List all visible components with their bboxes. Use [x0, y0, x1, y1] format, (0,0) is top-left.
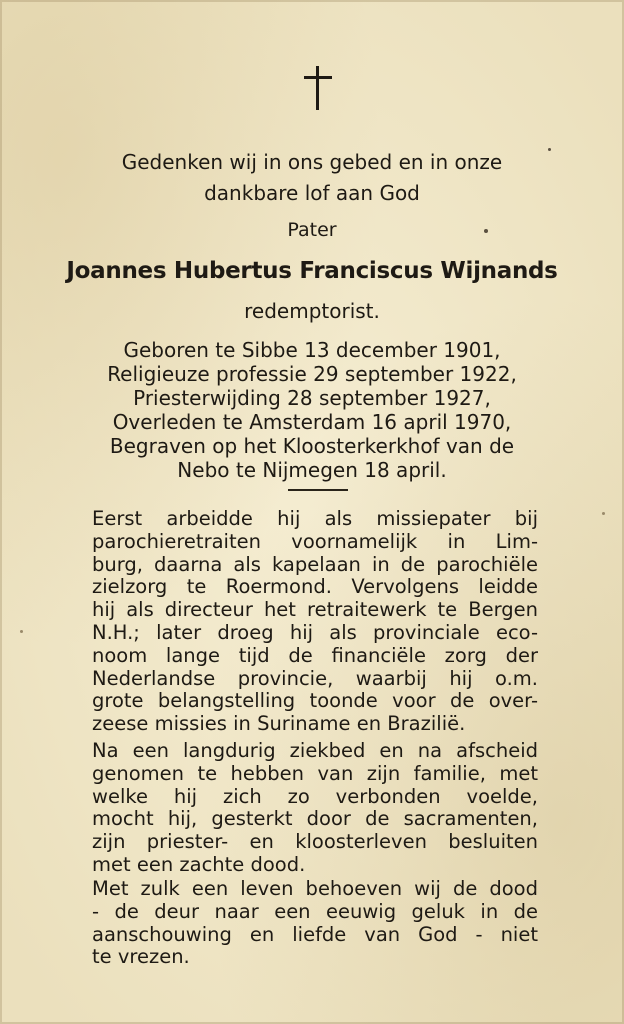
text-line: parochieretraiten voornamelijk in Lim- [92, 529, 538, 553]
date-line: Overleden te Amsterdam 16 april 1970, [112, 410, 512, 434]
text-line: met een zachte dood. [92, 852, 306, 876]
text-line: noom lange tijd de financiële zorg der [92, 643, 538, 667]
paper-speck [602, 512, 605, 515]
paper-speck [20, 630, 23, 633]
text-line: zielzorg te Roermond. Vervolgens leidde [92, 575, 538, 599]
intro-line-2: dankbare lof aan God [204, 181, 420, 205]
paper-speck [548, 148, 551, 151]
text-line: - de deur naar een eeuwig geluk in de [92, 899, 538, 923]
paper-speck [484, 229, 488, 233]
deceased-name: Joannes Hubertus Franciscus Wijnands [66, 258, 558, 284]
title-pater: Pater [287, 219, 337, 241]
date-line: Begraven op het Kloosterkerkhof van de [109, 434, 515, 458]
text-line: Met zulk een leven behoeven wij de dood [92, 877, 538, 900]
religious-order: redemptorist. [244, 299, 380, 323]
text-line: grote belangstelling toonde voor de over- [92, 689, 538, 713]
text-line: aanschouwing en liefde van God - niet [92, 922, 538, 946]
cross-icon [304, 66, 332, 110]
intro-line-1: Gedenken wij in ons gebed en in onze [121, 150, 503, 174]
text-line: burg, daarna als kapelaan in de parochiële [92, 552, 538, 576]
text-line: hij als directeur het retraitewerk te Bergen [92, 598, 538, 622]
text-line: Nederlandse provincie, waarbij hij o.m. [92, 666, 538, 690]
date-line: Religieuze professie 29 september 1922, [107, 362, 517, 386]
divider-line [288, 489, 348, 491]
text-line: zijn priester- en kloosterleven besluiten [92, 830, 538, 854]
text-line: te vrezen. [92, 945, 190, 969]
date-line: Geboren te Sibbe 13 december 1901, [123, 338, 501, 362]
text-line: Na een langdurig ziekbed en na afscheid [92, 739, 538, 762]
text-line: mocht hij, gesterkt door de sacramenten, [92, 807, 538, 831]
text-line: welke hij zich zo verbonden voelde, [92, 784, 538, 808]
date-line: Priesterwijding 28 september 1927, [133, 386, 491, 410]
text-line: zeese missies in Suriname en Brazilië. [92, 712, 466, 736]
text-line: N.H.; later droeg hij als provinciale eco- [92, 620, 538, 644]
text-line: genomen te hebben van zijn familie, met [92, 761, 538, 785]
biography-paragraph [92, 508, 538, 736]
death-paragraph [92, 740, 538, 877]
text-line: Eerst arbeidde hij als missiepater bij [92, 507, 538, 530]
closing-paragraph [92, 878, 538, 969]
date-line: Nebo te Nijmegen 18 april. [177, 458, 447, 482]
